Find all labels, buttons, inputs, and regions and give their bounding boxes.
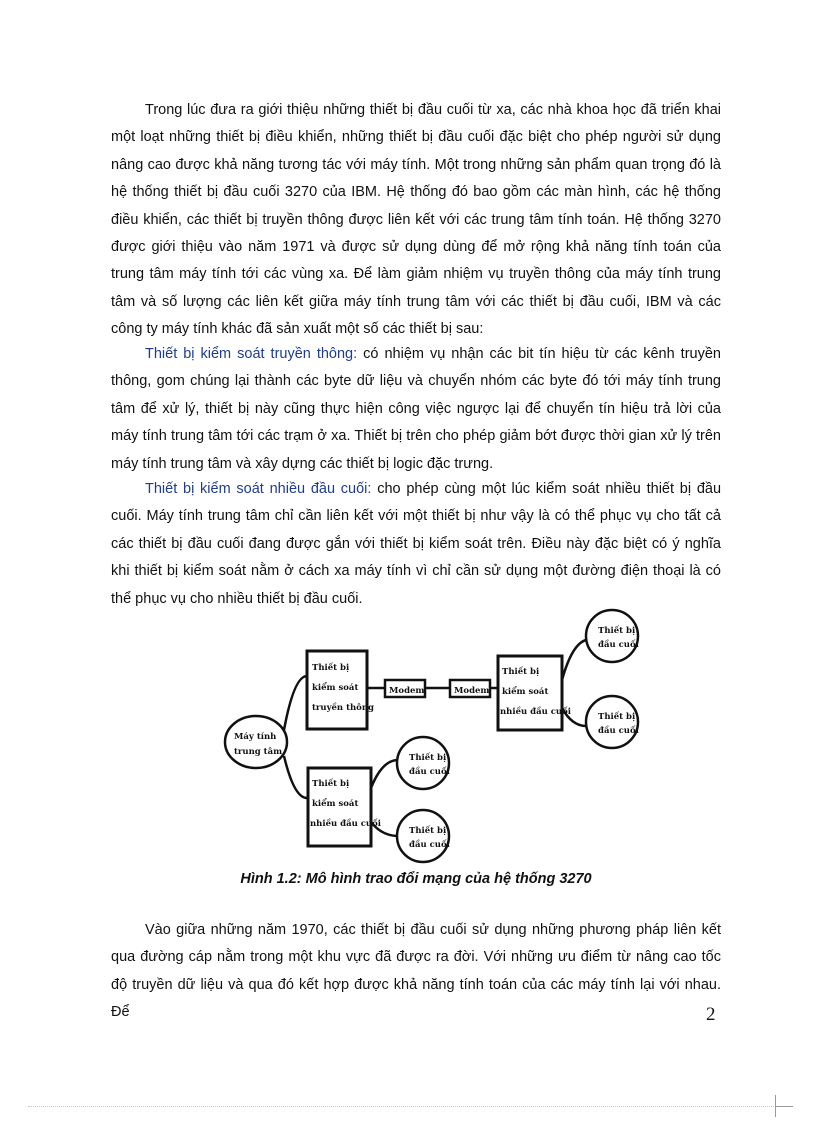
terminal-1-label-line2: đầu cuối — [598, 640, 639, 650]
central-computer-label-line2: trung tâm — [234, 747, 283, 757]
comm-controller-label-line3: truyền thông — [312, 703, 374, 713]
comm-controller-label-line1: Thiết bị — [312, 663, 350, 673]
terminal-2-label-line2: đầu cuối — [598, 726, 639, 736]
term-cluster-controller: Thiết bị kiểm soát nhiều đầu cuối: — [145, 481, 372, 497]
footer-divider — [28, 1106, 788, 1107]
link-lower-to-terminal-3 — [371, 760, 398, 788]
page-number: 2 — [706, 1004, 716, 1025]
terminal-1-label-line1: Thiết bị — [598, 626, 636, 636]
terminal-4-label-line2: đầu cuối — [409, 840, 450, 850]
terminal-node-1 — [586, 610, 638, 662]
terminal-node-4 — [397, 810, 449, 862]
modem-remote-label: Modem — [454, 686, 490, 696]
crop-mark-horizontal — [775, 1106, 793, 1107]
paragraph-comm-controller — [111, 341, 721, 478]
lower-controller-label-line2: kiểm soát — [312, 799, 359, 809]
remote-controller-label-line1: Thiết bị — [502, 667, 540, 677]
paragraph-comm-controller-body: có nhiệm vụ nhận các bit tín hiệu từ các kênh truyền thông, gom chúng lại thành các byte dữ liệu và chuyển nhóm các byte đó tới máy tính trung tâm để xử lý, thiết bị này cũng thực hiện công việc ngược lại để chuyển tín hiệu trả lời của máy tính trung tâm tới các trạm ở xa. Thiết bị trên cho phép giảm bớt được thời gian xử lý trên máy tính trung tâm và xây dựng các thiết bị logic đặc trưng. — [111, 346, 721, 472]
comm-controller-label-line2: kiểm soát — [312, 683, 359, 693]
paragraph-cluster-controller — [111, 476, 721, 613]
central-computer-label-line1: Máy tính — [234, 732, 277, 742]
terminal-3-label-line2: đầu cuối — [409, 767, 450, 777]
link-remote-to-terminal-1 — [562, 640, 586, 680]
link-center-to-lower — [284, 756, 307, 798]
term-comm-controller: Thiết bị kiểm soát truyền thông: — [145, 346, 358, 362]
network-diagram — [220, 608, 650, 866]
remote-controller-label-line2: kiểm soát — [502, 687, 549, 697]
terminal-2-label-line1: Thiết bị — [598, 712, 636, 722]
remote-controller-label-line3: nhiều đầu cuối — [500, 707, 571, 717]
modem-local-label: Modem — [389, 686, 425, 696]
lower-controller-label-line3: nhiều đầu cuối — [310, 819, 381, 829]
terminal-3-label-line1: Thiết bị — [409, 753, 447, 763]
lower-controller-label-line1: Thiết bị — [312, 779, 350, 789]
central-computer-node — [225, 716, 287, 768]
terminal-4-label-line1: Thiết bị — [409, 826, 447, 836]
figure-caption: Hình 1.2: Mô hình trao đổi mạng của hệ thống 3270 — [240, 871, 592, 887]
paragraph-intro: Trong lúc đưa ra giới thiệu những thiết bị đầu cuối từ xa, các nhà khoa học đã triển khai một loạt những thiết bị điều khiển, những thiết bị đầu cuối đặc biệt cho phép người sử dụng nâng cao được khả năng tương tác với máy tính. Một trong những sản phẩm quan trọng đó là hệ thống thiết bị đầu cuối 3270 của IBM. Hệ thống đó bao gồm các màn hình, các hệ thống điều khiển, các thiết bị truyền thông được liên kết với các trung tâm tính toán. Hệ thống 3270 được giới thiệu vào năm 1971 và được sử dụng dùng để mở rộng khả năng tính toán của trung tâm máy tính tới các vùng xa. Để làm giảm nhiệm vụ truyền thông của máy tính trung tâm và số lượng các liên kết giữa máy tính trung tâm với các thiết bị đầu cuối, IBM và các công ty máy tính khác đã sản xuất một số các thiết bị sau: — [111, 102, 721, 338]
link-center-to-comm — [284, 676, 307, 730]
paragraph-cluster-controller-body: cho phép cùng một lúc kiểm soát nhiều thiết bị đầu cuối. Máy tính trung tâm chỉ cần liên kết với một thiết bị như vậy là có thể phục vụ cho tất cả các thiết bị đầu cuối đang được gắn với thiết bị kiểm soát trên. Điều này đặc biệt có ý nghĩa khi thiết bị kiểm soát nằm ở cách xa máy tính vì chỉ cần sử dụng một đường điện thoại là có thể phục vụ cho nhiều thiết bị đầu cuối. — [111, 481, 722, 607]
paragraph-mid-1970s: Vào giữa những năm 1970, các thiết bị đầu cuối sử dụng những phương pháp liên kết qua đường cáp nằm trong một khu vực đã được ra đời. Với những ưu điểm từ nâng cao tốc độ truyền dữ liệu và qua đó kết hợp được khả năng tính toán của các máy tính lại với nhau. Để — [111, 922, 721, 1021]
terminal-node-3 — [397, 737, 449, 789]
terminal-node-2 — [586, 696, 638, 748]
